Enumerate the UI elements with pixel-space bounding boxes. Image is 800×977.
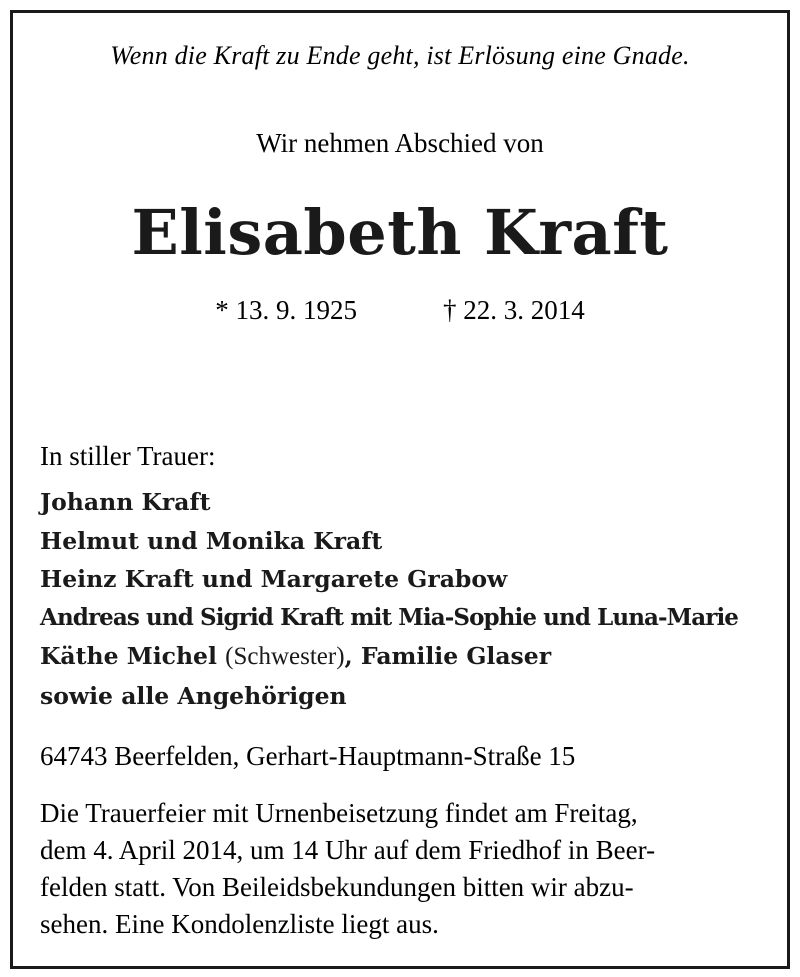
deceased-name: Elisabeth Kraft	[131, 196, 669, 269]
mourner-separator: ,	[344, 642, 353, 670]
mourner-item: Andreas und Sigrid Kraft mit Mia-Sophie und Luna-Marie	[40, 603, 739, 631]
mourner-relation: (Schwester)	[225, 643, 345, 670]
birth-date: * 13. 9. 1925	[215, 295, 357, 325]
mourner-family: Familie Glaser	[360, 642, 552, 670]
service-line: felden statt. Von Beileidsbekundungen bitten wir abzu-	[40, 872, 634, 902]
life-dates	[13, 295, 787, 326]
service-line: sehen. Eine Kondolenzliste liegt aus.	[40, 909, 439, 939]
mourners-list	[40, 483, 738, 715]
mourning-label: In stiller Trauer:	[40, 441, 216, 471]
address: 64743 Beerfelden, Gerhart-Hauptmann-Straße 15	[40, 741, 576, 771]
mourner-item: Heinz Kraft und Margarete Grabow	[40, 565, 508, 593]
mourner-item: sowie alle Angehörigen	[40, 681, 347, 710]
death-date: † 22. 3. 2014	[443, 295, 585, 325]
service-line: dem 4. April 2014, um 14 Uhr auf dem Friedhof in Beer-	[40, 835, 656, 865]
motto: Wenn die Kraft zu Ende geht, ist Erlösung eine Gnade.	[110, 41, 690, 70]
service-line: Die Trauerfeier mit Urnenbeisetzung findet am Freitag,	[40, 798, 638, 828]
intro-text: Wir nehmen Abschied von	[256, 128, 544, 158]
service-notice	[40, 795, 655, 943]
obituary-frame	[10, 10, 790, 969]
mourner-item	[40, 637, 738, 677]
mourner-item: Helmut und Monika Kraft	[40, 526, 383, 555]
mourner-item: Johann Kraft	[40, 488, 211, 516]
mourner-sister-name: Käthe Michel	[40, 642, 217, 670]
